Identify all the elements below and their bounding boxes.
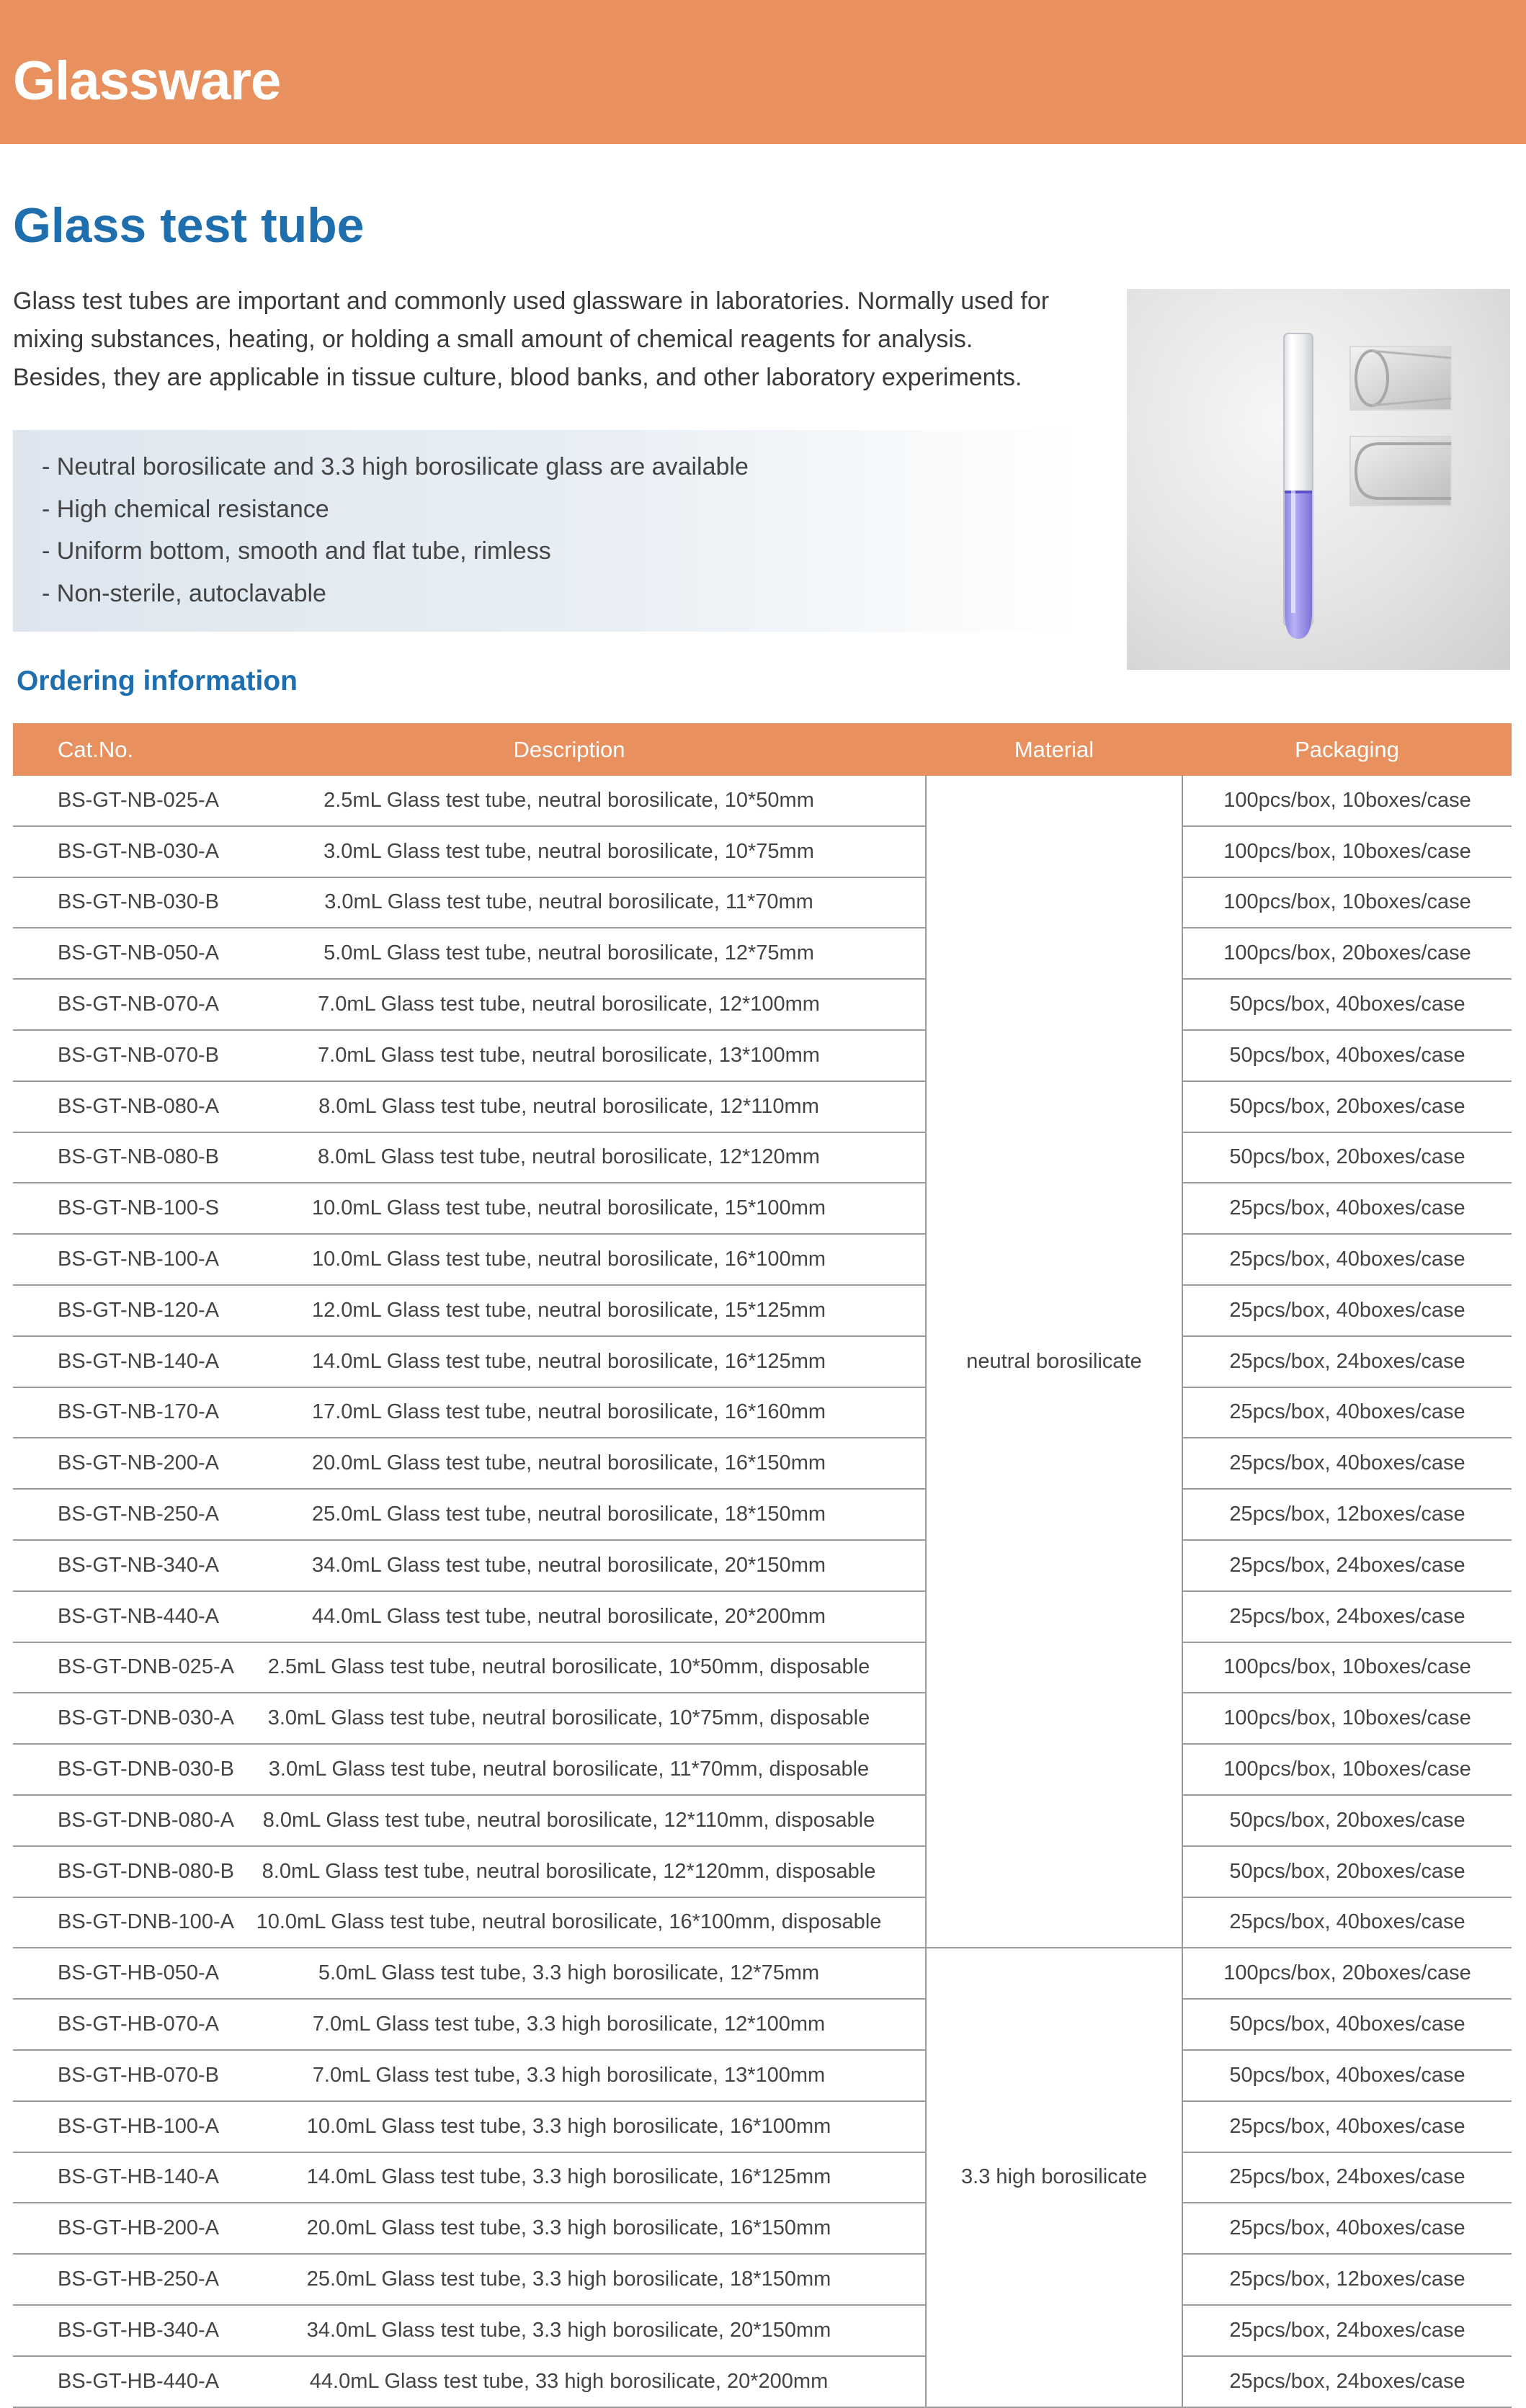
cat-no-cell: BS-GT-HB-250-A xyxy=(13,2254,213,2305)
description-cell: 3.0mL Glass test tube, neutral borosilicate, 11*70mm xyxy=(213,877,926,928)
cat-no-cell: BS-GT-DNB-080-B xyxy=(13,1846,213,1897)
description-cell: 3.0mL Glass test tube, neutral borosilicate, 11*70mm, disposable xyxy=(213,1744,926,1795)
description-cell: 34.0mL Glass test tube, neutral borosilicate, 20*150mm xyxy=(213,1540,926,1591)
table-row xyxy=(13,1285,1512,1336)
packaging-cell: 25pcs/box, 24boxes/case xyxy=(1182,2152,1512,2203)
cat-no-cell: BS-GT-NB-070-A xyxy=(13,979,213,1030)
cat-no-cell: BS-GT-HB-140-A xyxy=(13,2152,213,2203)
header-packaging: Packaging xyxy=(1182,723,1512,776)
table-row xyxy=(13,928,1512,979)
table-row xyxy=(13,2050,1512,2101)
intro-line: Besides, they are applicable in tissue culture, blood banks, and other laboratory experiments. xyxy=(13,364,1022,391)
description-cell: 44.0mL Glass test tube, neutral borosilicate, 20*200mm xyxy=(213,1591,926,1642)
description-cell: 20.0mL Glass test tube, 3.3 high borosilicate, 16*150mm xyxy=(213,2203,926,2254)
table-row xyxy=(13,2254,1512,2305)
description-cell: 10.0mL Glass test tube, 3.3 high borosilicate, 16*100mm xyxy=(213,2101,926,2152)
table-row xyxy=(13,2101,1512,2152)
description-cell: 17.0mL Glass test tube, neutral borosilicate, 16*160mm xyxy=(213,1387,926,1438)
cat-no-cell: BS-GT-HB-340-A xyxy=(13,2305,213,2356)
table-row xyxy=(13,2152,1512,2203)
cat-no-cell: BS-GT-NB-440-A xyxy=(13,1591,213,1642)
packaging-cell: 25pcs/box, 12boxes/case xyxy=(1182,1489,1512,1540)
packaging-cell: 25pcs/box, 40boxes/case xyxy=(1182,1234,1512,1285)
cat-no-cell: BS-GT-NB-140-A xyxy=(13,1336,213,1387)
cat-no-cell: BS-GT-NB-050-A xyxy=(13,928,213,979)
table-row xyxy=(13,2305,1512,2356)
header-cat-no: Cat.No. xyxy=(13,723,213,776)
header-banner xyxy=(0,0,1526,144)
cat-no-cell: BS-GT-NB-030-B xyxy=(13,877,213,928)
cat-no-cell: BS-GT-DNB-080-A xyxy=(13,1795,213,1846)
cat-no-cell: BS-GT-DNB-100-A xyxy=(13,1897,213,1948)
description-cell: 14.0mL Glass test tube, neutral borosilicate, 16*125mm xyxy=(213,1336,926,1387)
cat-no-cell: BS-GT-HB-100-A xyxy=(13,2101,213,2152)
product-photo xyxy=(1127,289,1510,670)
packaging-cell: 25pcs/box, 24boxes/case xyxy=(1182,2305,1512,2356)
description-cell: 34.0mL Glass test tube, 3.3 high borosilicate, 20*150mm xyxy=(213,2305,926,2356)
description-cell: 10.0mL Glass test tube, neutral borosilicate, 16*100mm xyxy=(213,1234,926,1285)
description-cell: 25.0mL Glass test tube, 3.3 high borosilicate, 18*150mm xyxy=(213,2254,926,2305)
cat-no-cell: BS-GT-NB-030-A xyxy=(13,826,213,877)
packaging-cell: 100pcs/box, 20boxes/case xyxy=(1182,1948,1512,1999)
cat-no-cell: BS-GT-DNB-030-B xyxy=(13,1744,213,1795)
material-cell: neutral borosilicate xyxy=(926,776,1182,1948)
packaging-cell: 25pcs/box, 40boxes/case xyxy=(1182,2203,1512,2254)
description-cell: 14.0mL Glass test tube, 3.3 high borosilicate, 16*125mm xyxy=(213,2152,926,2203)
cat-no-cell: BS-GT-NB-100-A xyxy=(13,1234,213,1285)
table-row xyxy=(13,1438,1512,1489)
packaging-cell: 25pcs/box, 40boxes/case xyxy=(1182,2101,1512,2152)
packaging-cell: 25pcs/box, 24boxes/case xyxy=(1182,1591,1512,1642)
table-row xyxy=(13,1897,1512,1948)
packaging-cell: 100pcs/box, 10boxes/case xyxy=(1182,826,1512,877)
description-cell: 8.0mL Glass test tube, neutral borosilicate, 12*120mm, disposable xyxy=(213,1846,926,1897)
table-row xyxy=(13,1795,1512,1846)
description-cell: 3.0mL Glass test tube, neutral borosilicate, 10*75mm, disposable xyxy=(213,1693,926,1744)
packaging-cell: 100pcs/box, 10boxes/case xyxy=(1182,1642,1512,1693)
ordering-table xyxy=(13,723,1512,2408)
description-cell: 12.0mL Glass test tube, neutral borosilicate, 15*125mm xyxy=(213,1285,926,1336)
cat-no-cell: BS-GT-NB-070-B xyxy=(13,1030,213,1081)
table-row xyxy=(13,1591,1512,1642)
cat-no-cell: BS-GT-HB-440-A xyxy=(13,2356,213,2407)
description-cell: 7.0mL Glass test tube, 3.3 high borosilicate, 12*100mm xyxy=(213,1999,926,2050)
description-cell: 8.0mL Glass test tube, neutral borosilicate, 12*120mm xyxy=(213,1132,926,1183)
banner-title: Glassware xyxy=(13,50,281,112)
packaging-cell: 100pcs/box, 10boxes/case xyxy=(1182,776,1512,826)
feature-item: - Uniform bottom, smooth and flat tube, rimless xyxy=(42,537,551,565)
packaging-cell: 25pcs/box, 40boxes/case xyxy=(1182,1438,1512,1489)
table-row xyxy=(13,877,1512,928)
description-cell: 25.0mL Glass test tube, neutral borosilicate, 18*150mm xyxy=(213,1489,926,1540)
cat-no-cell: BS-GT-HB-050-A xyxy=(13,1948,213,1999)
packaging-cell: 50pcs/box, 20boxes/case xyxy=(1182,1795,1512,1846)
cat-no-cell: BS-GT-NB-200-A xyxy=(13,1438,213,1489)
product-intro xyxy=(13,282,1094,397)
table-row xyxy=(13,1183,1512,1234)
table-row xyxy=(13,1336,1512,1387)
table-row xyxy=(13,776,1512,826)
packaging-cell: 25pcs/box, 40boxes/case xyxy=(1182,1183,1512,1234)
description-cell: 2.5mL Glass test tube, neutral borosilicate, 10*50mm xyxy=(213,776,926,826)
material-cell: 3.3 high borosilicate xyxy=(926,1948,1182,2407)
table-row xyxy=(13,826,1512,877)
table-row xyxy=(13,1744,1512,1795)
table-row xyxy=(13,2203,1512,2254)
packaging-cell: 25pcs/box, 40boxes/case xyxy=(1182,1285,1512,1336)
packaging-cell: 25pcs/box, 40boxes/case xyxy=(1182,1897,1512,1948)
description-cell: 7.0mL Glass test tube, 3.3 high borosilicate, 13*100mm xyxy=(213,2050,926,2101)
cat-no-cell: BS-GT-NB-170-A xyxy=(13,1387,213,1438)
table-row xyxy=(13,1489,1512,1540)
packaging-cell: 50pcs/box, 20boxes/case xyxy=(1182,1081,1512,1132)
cat-no-cell: BS-GT-DNB-030-A xyxy=(13,1693,213,1744)
description-cell: 10.0mL Glass test tube, neutral borosilicate, 16*100mm, disposable xyxy=(213,1897,926,1948)
table-row xyxy=(13,1999,1512,2050)
cat-no-cell: BS-GT-DNB-025-A xyxy=(13,1642,213,1693)
table-row xyxy=(13,1948,1512,1999)
feature-item: - Neutral borosilicate and 3.3 high borosilicate glass are available xyxy=(42,453,749,480)
cat-no-cell: BS-GT-HB-070-B xyxy=(13,2050,213,2101)
description-cell: 3.0mL Glass test tube, neutral borosilicate, 10*75mm xyxy=(213,826,926,877)
packaging-cell: 100pcs/box, 10boxes/case xyxy=(1182,1744,1512,1795)
table-row xyxy=(13,1081,1512,1132)
packaging-cell: 25pcs/box, 12boxes/case xyxy=(1182,2254,1512,2305)
table-row xyxy=(13,1642,1512,1693)
cat-no-cell: BS-GT-NB-340-A xyxy=(13,1540,213,1591)
table-row xyxy=(13,1540,1512,1591)
description-cell: 5.0mL Glass test tube, 3.3 high borosilicate, 12*75mm xyxy=(213,1948,926,1999)
cat-no-cell: BS-GT-HB-070-A xyxy=(13,1999,213,2050)
description-cell: 5.0mL Glass test tube, neutral borosilicate, 12*75mm xyxy=(213,928,926,979)
packaging-cell: 50pcs/box, 20boxes/case xyxy=(1182,1132,1512,1183)
product-title: Glass test tube xyxy=(13,198,365,253)
packaging-cell: 50pcs/box, 40boxes/case xyxy=(1182,979,1512,1030)
packaging-cell: 25pcs/box, 40boxes/case xyxy=(1182,1387,1512,1438)
table-row xyxy=(13,1387,1512,1438)
cat-no-cell: BS-GT-NB-120-A xyxy=(13,1285,213,1336)
packaging-cell: 50pcs/box, 40boxes/case xyxy=(1182,1030,1512,1081)
table-row xyxy=(13,1234,1512,1285)
packaging-cell: 25pcs/box, 24boxes/case xyxy=(1182,1540,1512,1591)
description-cell: 44.0mL Glass test tube, 33 high borosilicate, 20*200mm xyxy=(213,2356,926,2407)
intro-line: mixing substances, heating, or holding a small amount of chemical reagents for analysis. xyxy=(13,326,973,353)
feature-item: - High chemical resistance xyxy=(42,495,329,523)
description-cell: 7.0mL Glass test tube, neutral borosilicate, 13*100mm xyxy=(213,1030,926,1081)
table-row xyxy=(13,2356,1512,2407)
table-row xyxy=(13,1030,1512,1081)
description-cell: 2.5mL Glass test tube, neutral borosilicate, 10*50mm, disposable xyxy=(213,1642,926,1693)
header-description: Description xyxy=(213,723,926,776)
table-header-row xyxy=(13,723,1512,776)
cat-no-cell: BS-GT-NB-250-A xyxy=(13,1489,213,1540)
cat-no-cell: BS-GT-NB-080-B xyxy=(13,1132,213,1183)
cat-no-cell: BS-GT-NB-100-S xyxy=(13,1183,213,1234)
packaging-cell: 100pcs/box, 10boxes/case xyxy=(1182,1693,1512,1744)
packaging-cell: 25pcs/box, 24boxes/case xyxy=(1182,2356,1512,2407)
packaging-cell: 50pcs/box, 40boxes/case xyxy=(1182,1999,1512,2050)
ordering-title: Ordering information xyxy=(17,666,298,697)
ordering-table-wrap xyxy=(13,723,1512,2408)
table-row xyxy=(13,979,1512,1030)
test-tube-illustration xyxy=(1127,289,1510,670)
intro-line: Glass test tubes are important and commonly used glassware in laboratories. Normally used for xyxy=(13,287,1050,315)
description-cell: 10.0mL Glass test tube, neutral borosilicate, 15*100mm xyxy=(213,1183,926,1234)
table-row xyxy=(13,1132,1512,1183)
cat-no-cell: BS-GT-NB-080-A xyxy=(13,1081,213,1132)
table-row xyxy=(13,1693,1512,1744)
cat-no-cell: BS-GT-NB-025-A xyxy=(13,776,213,826)
packaging-cell: 25pcs/box, 24boxes/case xyxy=(1182,1336,1512,1387)
packaging-cell: 100pcs/box, 10boxes/case xyxy=(1182,877,1512,928)
description-cell: 20.0mL Glass test tube, neutral borosilicate, 16*150mm xyxy=(213,1438,926,1489)
packaging-cell: 50pcs/box, 40boxes/case xyxy=(1182,2050,1512,2101)
description-cell: 8.0mL Glass test tube, neutral borosilicate, 12*110mm, disposable xyxy=(213,1795,926,1846)
description-cell: 8.0mL Glass test tube, neutral borosilicate, 12*110mm xyxy=(213,1081,926,1132)
table-row xyxy=(13,1846,1512,1897)
cat-no-cell: BS-GT-HB-200-A xyxy=(13,2203,213,2254)
packaging-cell: 50pcs/box, 20boxes/case xyxy=(1182,1846,1512,1897)
packaging-cell: 100pcs/box, 20boxes/case xyxy=(1182,928,1512,979)
description-cell: 7.0mL Glass test tube, neutral borosilicate, 12*100mm xyxy=(213,979,926,1030)
table-body xyxy=(13,776,1512,2407)
features-box xyxy=(13,430,1078,632)
header-material: Material xyxy=(926,723,1182,776)
feature-item: - Non-sterile, autoclavable xyxy=(42,579,326,607)
